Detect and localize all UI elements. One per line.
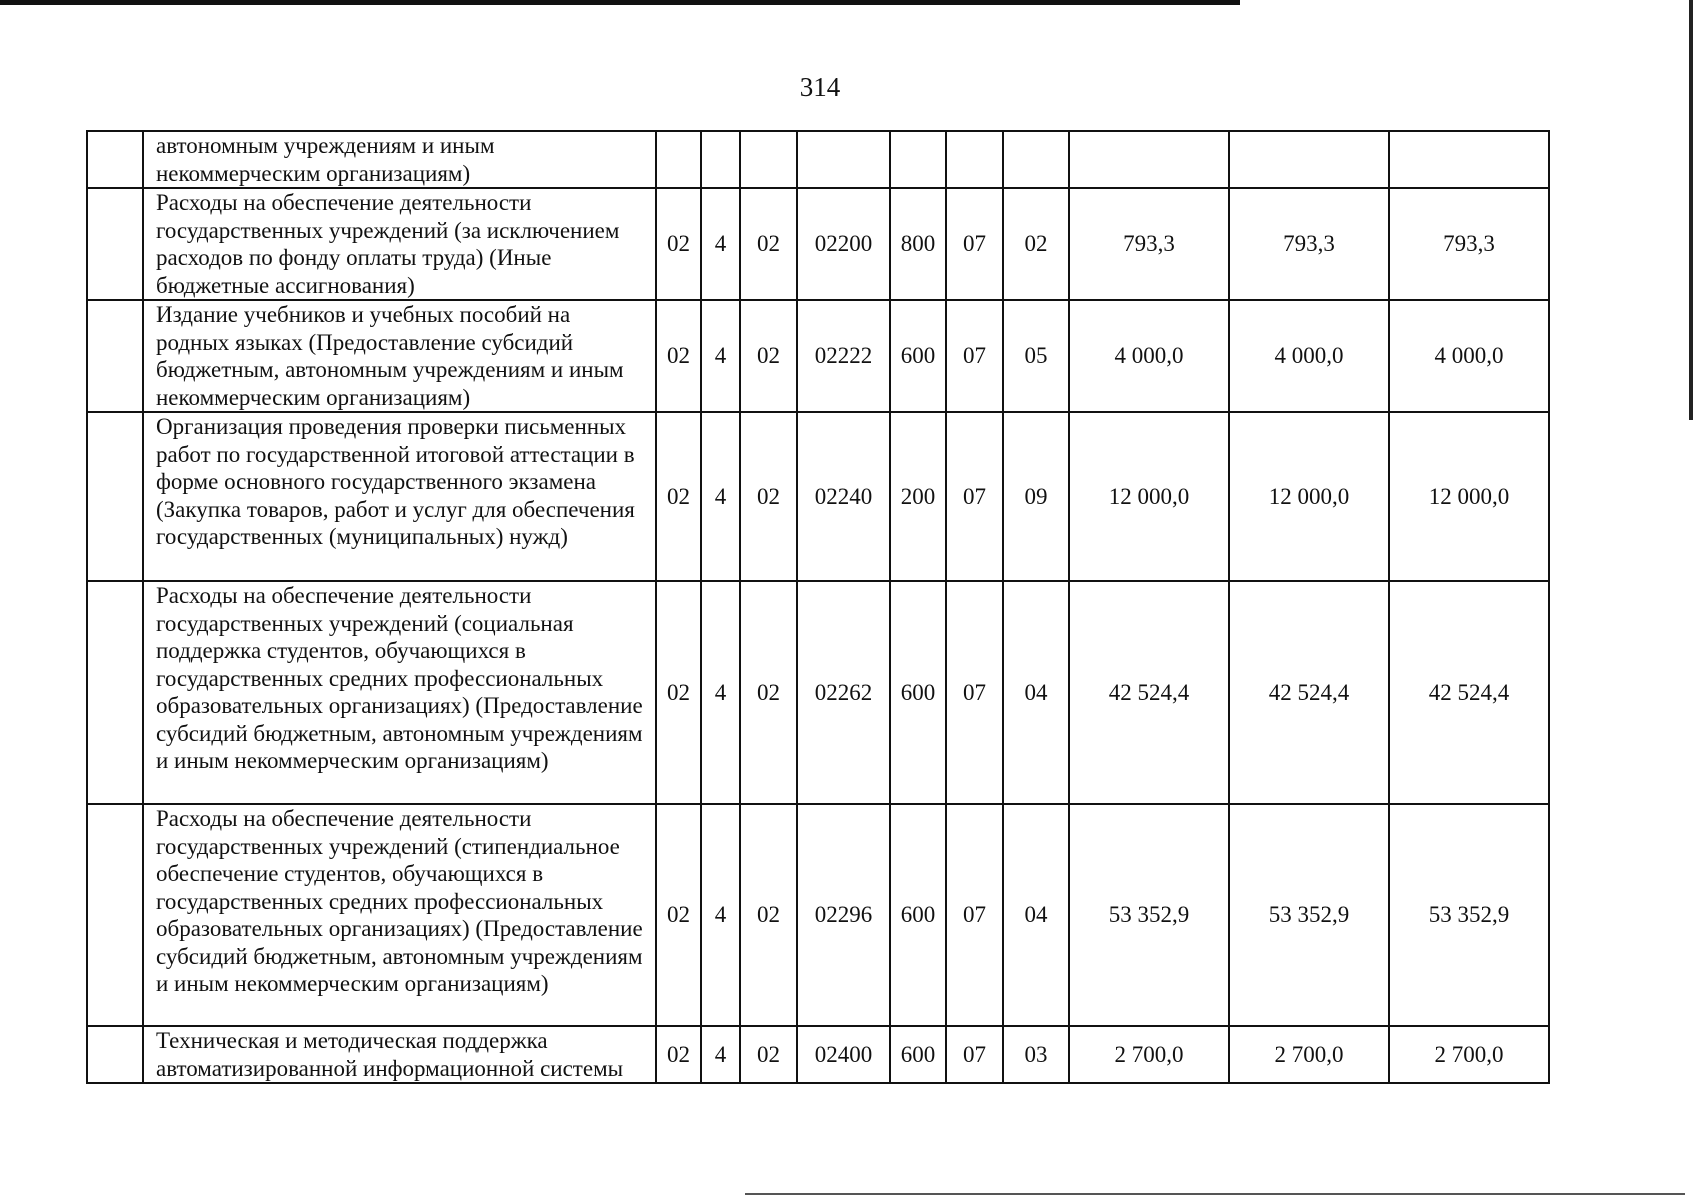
code-expense-type-cell: 800	[890, 188, 946, 300]
code-expense-type-cell: 600	[890, 804, 946, 1026]
amount-year-1-cell: 42 524,4	[1069, 581, 1229, 804]
row-number-cell	[87, 131, 143, 188]
amount-year-2-cell: 793,3	[1229, 188, 1389, 300]
amount-year-3-cell	[1389, 131, 1549, 188]
row-number-cell	[87, 412, 143, 581]
code-gp-cell: 02	[656, 581, 701, 804]
code-direction-cell	[797, 131, 890, 188]
description-cell: Издание учебников и учебных пособий на родных языках (Предоставление субсидий бюджетным, автономным учреждениям и иным некоммерческим организациям)	[143, 300, 656, 412]
description-cell: Техническая и методическая поддержка автоматизированной информационной системы	[143, 1026, 656, 1083]
code-program-cell: 02	[740, 412, 797, 581]
code-section-cell: 07	[946, 804, 1003, 1026]
amount-year-1-cell: 12 000,0	[1069, 412, 1229, 581]
table-row	[87, 188, 1549, 300]
code-subsection-cell: 04	[1003, 804, 1069, 1026]
code-subsection-cell: 05	[1003, 300, 1069, 412]
code-pgp-cell: 4	[701, 581, 740, 804]
table-row	[87, 1026, 1549, 1083]
code-pgp-cell: 4	[701, 300, 740, 412]
code-direction-cell: 02262	[797, 581, 890, 804]
amount-year-1-cell: 4 000,0	[1069, 300, 1229, 412]
code-program-cell: 02	[740, 581, 797, 804]
code-gp-cell	[656, 131, 701, 188]
code-section-cell: 07	[946, 412, 1003, 581]
amount-year-1-cell: 793,3	[1069, 188, 1229, 300]
table-row	[87, 804, 1549, 1026]
code-gp-cell: 02	[656, 804, 701, 1026]
code-direction-cell: 02296	[797, 804, 890, 1026]
amount-year-3-cell: 12 000,0	[1389, 412, 1549, 581]
amount-year-1-cell: 53 352,9	[1069, 804, 1229, 1026]
amount-year-1-cell: 2 700,0	[1069, 1026, 1229, 1083]
table-row	[87, 412, 1549, 581]
code-gp-cell: 02	[656, 300, 701, 412]
row-number-cell	[87, 1026, 143, 1083]
table-row	[87, 300, 1549, 412]
code-direction-cell: 02240	[797, 412, 890, 581]
code-program-cell: 02	[740, 188, 797, 300]
table-row	[87, 581, 1549, 804]
bottom-scan-edge	[745, 1193, 1685, 1195]
code-pgp-cell: 4	[701, 1026, 740, 1083]
code-section-cell: 07	[946, 300, 1003, 412]
code-expense-type-cell: 200	[890, 412, 946, 581]
amount-year-3-cell: 793,3	[1389, 188, 1549, 300]
code-pgp-cell: 4	[701, 412, 740, 581]
amount-year-2-cell: 42 524,4	[1229, 581, 1389, 804]
description-cell: Расходы на обеспечение деятельности государственных учреждений (стипендиальное обеспечение студентов, обучающихся в государственных средних профессиональных образовательных организациях) (Предоставление субсидий бюджетным, автономным учреждениям и иным некоммерческим организациям)	[143, 804, 656, 1026]
code-gp-cell: 02	[656, 1026, 701, 1083]
amount-year-2-cell: 2 700,0	[1229, 1026, 1389, 1083]
description-cell: Организация проведения проверки письменных работ по государственной итоговой аттестации в форме основного государственного экзамена (Закупка товаров, работ и услуг для обеспечения государственных (муниципальных) нужд)	[143, 412, 656, 581]
code-program-cell: 02	[740, 804, 797, 1026]
amount-year-3-cell: 4 000,0	[1389, 300, 1549, 412]
code-program-cell: 02	[740, 300, 797, 412]
code-pgp-cell: 4	[701, 188, 740, 300]
right-scan-edge	[1689, 0, 1693, 420]
code-gp-cell: 02	[656, 188, 701, 300]
amount-year-2-cell: 53 352,9	[1229, 804, 1389, 1026]
row-number-cell	[87, 300, 143, 412]
code-subsection-cell: 04	[1003, 581, 1069, 804]
code-subsection-cell: 03	[1003, 1026, 1069, 1083]
amount-year-2-cell: 12 000,0	[1229, 412, 1389, 581]
top-scan-edge	[0, 0, 1240, 5]
code-section-cell: 07	[946, 188, 1003, 300]
code-expense-type-cell	[890, 131, 946, 188]
budget-table	[86, 130, 1550, 1084]
code-program-cell: 02	[740, 1026, 797, 1083]
code-direction-cell: 02222	[797, 300, 890, 412]
amount-year-1-cell	[1069, 131, 1229, 188]
code-program-cell	[740, 131, 797, 188]
amount-year-3-cell: 53 352,9	[1389, 804, 1549, 1026]
amount-year-2-cell	[1229, 131, 1389, 188]
row-number-cell	[87, 804, 143, 1026]
row-number-cell	[87, 581, 143, 804]
page-number: 314	[799, 72, 841, 102]
table-row	[87, 131, 1549, 188]
amount-year-3-cell: 2 700,0	[1389, 1026, 1549, 1083]
code-expense-type-cell: 600	[890, 1026, 946, 1083]
code-pgp-cell: 4	[701, 804, 740, 1026]
description-cell: Расходы на обеспечение деятельности государственных учреждений (за исключением расходов по фонду оплаты труда) (Иные бюджетные ассигнования)	[143, 188, 656, 300]
description-cell: автономным учреждениям и иным некоммерческим организациям)	[143, 131, 656, 188]
code-section-cell: 07	[946, 1026, 1003, 1083]
code-expense-type-cell: 600	[890, 581, 946, 804]
amount-year-3-cell: 42 524,4	[1389, 581, 1549, 804]
code-direction-cell: 02200	[797, 188, 890, 300]
code-subsection-cell: 02	[1003, 188, 1069, 300]
code-section-cell: 07	[946, 581, 1003, 804]
code-expense-type-cell: 600	[890, 300, 946, 412]
row-number-cell	[87, 188, 143, 300]
code-subsection-cell: 09	[1003, 412, 1069, 581]
code-section-cell	[946, 131, 1003, 188]
amount-year-2-cell: 4 000,0	[1229, 300, 1389, 412]
description-cell: Расходы на обеспечение деятельности государственных учреждений (социальная поддержка студентов, обучающихся в государственных средних профессиональных образовательных организациях) (Предоставление субсидий бюджетным, автономным учреждениям и иным некоммерческим организациям)	[143, 581, 656, 804]
code-direction-cell: 02400	[797, 1026, 890, 1083]
code-gp-cell: 02	[656, 412, 701, 581]
code-pgp-cell	[701, 131, 740, 188]
code-subsection-cell	[1003, 131, 1069, 188]
